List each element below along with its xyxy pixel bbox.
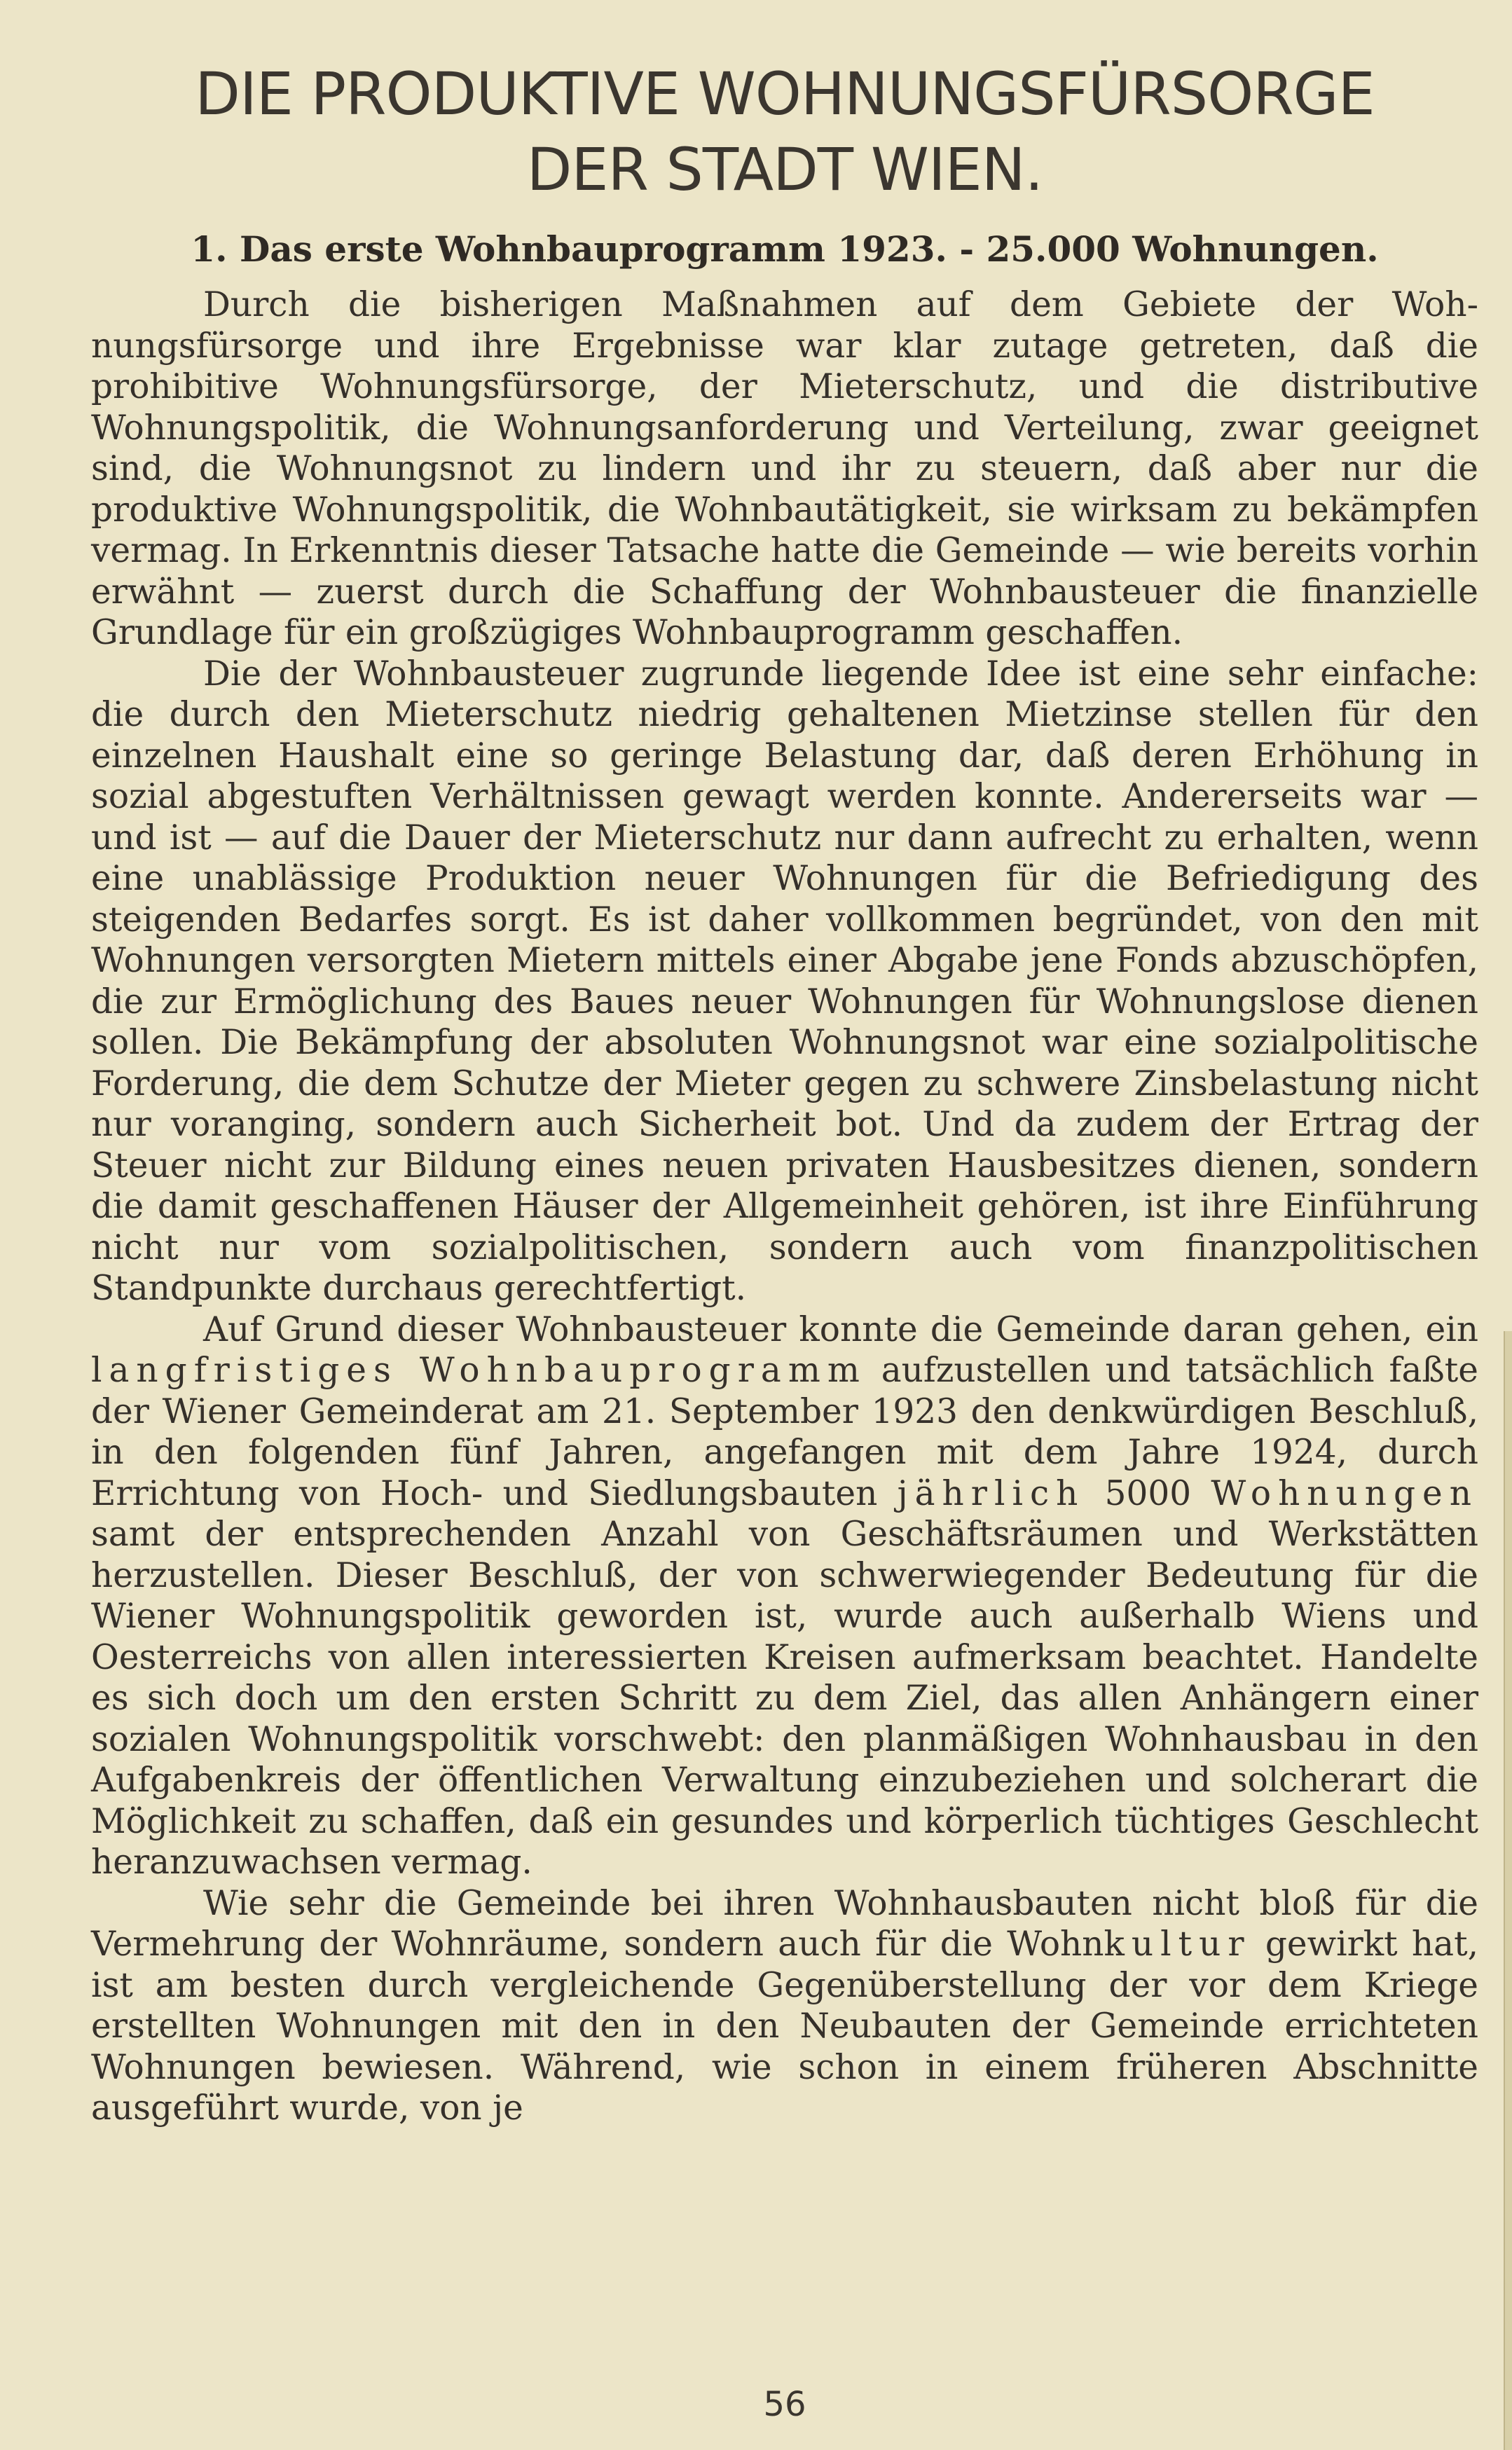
page-number: 56 bbox=[763, 2385, 806, 2424]
title-line-2: DER STADT WIEN. bbox=[526, 135, 1043, 204]
page-title bbox=[91, 56, 1478, 207]
paragraph-3-text-c: 5000 bbox=[1085, 1473, 1211, 1513]
emphasis-jaehrlich: jährlich bbox=[897, 1473, 1085, 1513]
emphasis-langfristiges-wohnbauprogramm: langfristiges Wohnbauprogramm bbox=[91, 1351, 867, 1390]
section-heading: 1. Das erste Wohnbauprogramm 1923. - 25.000 Wohnungen. bbox=[191, 228, 1379, 270]
paragraph-3-text-a: Auf Grund dieser Wohnbausteuer konnte die Gemeinde daran gehen, ein bbox=[203, 1309, 1478, 1349]
emphasis-wohnungen: Wohnungen bbox=[1211, 1473, 1478, 1513]
body-text bbox=[91, 284, 1478, 2129]
document-page bbox=[91, 56, 1478, 2424]
paragraph-3-text-b: aufzustellen und tatsächlich faßte der Wiener Gemeinderat am 21. September 1923 den denkwürdigen Beschluß, in den folgenden fünf Jahren, angefangen mit dem Jahre 1924, durch Errichtung von Hoch- und Siedlungsbauten bbox=[91, 1351, 1478, 1513]
emphasis-kultur: kultur bbox=[1104, 1925, 1251, 1964]
paragraph-3 bbox=[91, 1309, 1478, 1883]
paragraph-4-text-b: gewirkt hat, ist am besten durch vergleichende Gegenüberstellung der vor dem Kriege erstellten Wohnungen mit den in den Neubauten der Gemeinde errichteten Wohnungen bewiesen. Während, wie schon in einem früheren Abschnitte ausgeführt wurde, von je bbox=[91, 1925, 1478, 2128]
paragraph-3-text-d: samt der entsprechenden Anzahl von Geschäftsräumen und Werkstätten herzustellen. Dieser Beschluß, der von schwerwiegender Bedeutung für die Wiener Wohnungspolitik geworden ist, wurde auch außerhalb Wiens und Oesterreichs von allen interessierten Kreisen aufmerksam beachtet. Handelte es sich doch um den ersten Schritt zu dem Ziel, das allen Anhängern einer sozialen Wohnungspolitik vorschwebt: den planmäßigen Wohnhausbau in den Aufgabenkreis der öffentlichen Verwaltung einzubeziehen und solcherart die Möglichkeit zu schaffen, daß ein gesundes und körperlich tüchtiges Geschlecht heranzuwachsen vermag. bbox=[91, 1515, 1478, 1882]
paragraph-1: Durch die bisherigen Maßnahmen auf dem Gebiete der Wohnungsfürsorge und ihre Ergebnisse war klar zutage getreten, daß die prohibitive Wohnungsfürsorge, der Mieterschutz, und die distributive Wohnungspolitik, die Wohnungsanforderung und Verteilung, zwar geeignet sind, die Wohnungsnot zu lindern und ihr zu steuern, daß aber nur die produktive Wohnungspolitik, die Wohnbautätigkeit, sie wirksam zu bekämpfen vermag. In Erkenntnis dieser Tatsache hatte die Gemeinde — wie bereits vorhin erwähnt — zuerst durch die Schaffung der Wohnbausteuer die finanzielle Grundlage für ein großzügiges Wohnbauprogramm geschaffen. bbox=[91, 285, 1478, 652]
paragraph-4 bbox=[91, 1883, 1478, 2129]
paragraph-4-text-a: Wie sehr die Gemeinde bei ihren Wohnhausbauten nicht bloß für die Vermehrung der Wohnräume, sondern auch für die Wohn bbox=[91, 1883, 1478, 1964]
title-line-1: DIE PRODUKTIVE WOHNUNGSFÜRSORGE bbox=[195, 60, 1375, 128]
page-edge bbox=[1504, 1331, 1512, 2450]
paragraph-2: Die der Wohnbausteuer zugrunde liegende Idee ist eine sehr einfache: die durch den Mieterschutz niedrig gehaltenen Mietzinse stellen für den einzelnen Haushalt eine so geringe Belastung dar, daß deren Erhöhung in sozial abgestuften Verhältnissen gewagt werden konnte. Andererseits war — und ist — auf die Dauer der Mieterschutz nur dann aufrecht zu erhalten, wenn eine unablässige Produktion neuer Wohnungen für die Befriedigung des steigenden Bedarfes sorgt. Es ist daher vollkommen begründet, von den mit Wohnungen versorgten Mietern mittels einer Abgabe jene Fonds abzuschöpfen, die zur Ermöglichung des Baues neuer Wohnungen für Wohnungslose dienen sollen. Die Bekämpfung der absoluten Wohnungsnot war eine sozialpolitische Forderung, die dem Schutze der Mieter gegen zu schwere Zinsbelastung nicht nur voranging, sondern auch Sicherheit bot. Und da zudem der Ertrag der Steuer nicht zur Bildung eines neuen privaten Hausbesitzes dienen, sondern die damit geschaffenen Häuser der Allgemeinheit gehören, ist ihre Einführung nicht nur vom sozialpolitischen, sondern auch vom finanzpolitischen Standpunkte durchaus gerechtfertigt. bbox=[91, 654, 1478, 1308]
